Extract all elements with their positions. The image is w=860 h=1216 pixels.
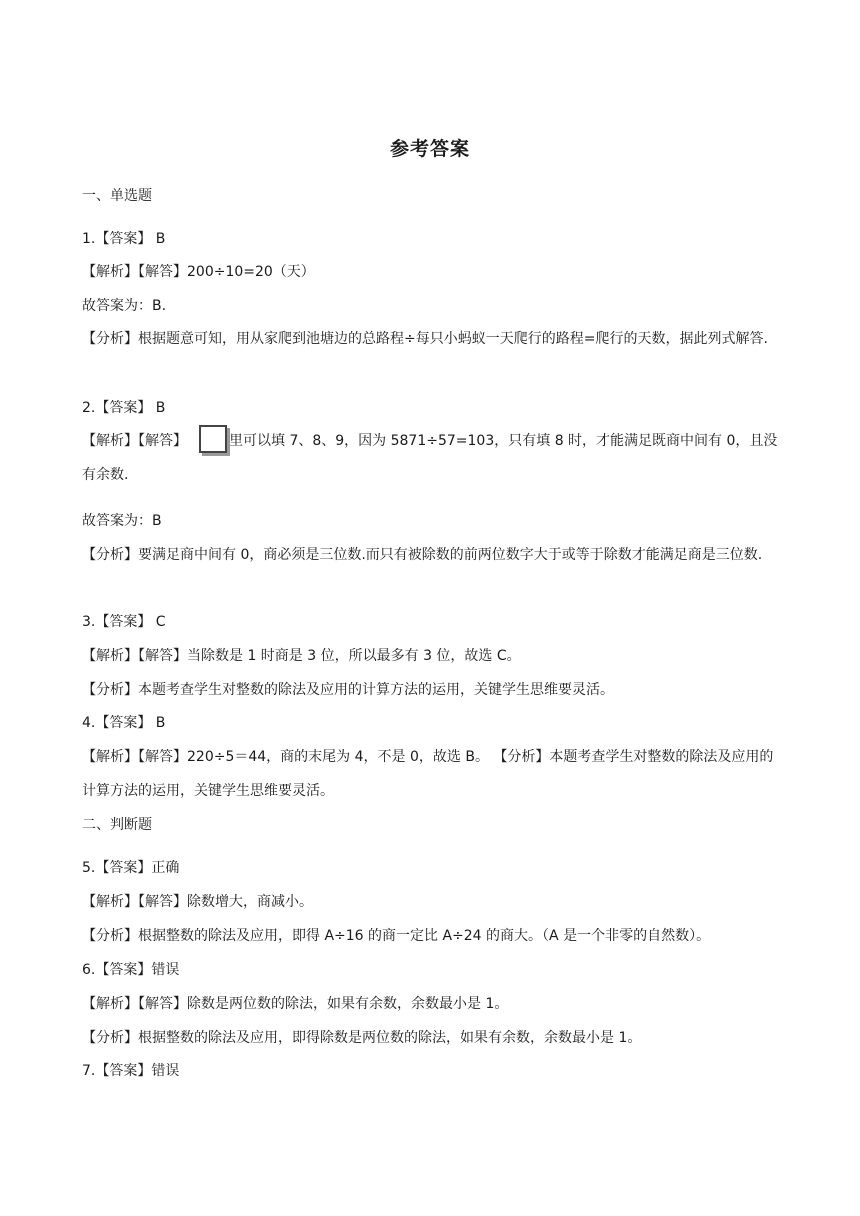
- page-title: 参考答案: [389, 138, 470, 160]
- blank-box-icon: [199, 425, 227, 453]
- section-heading-single-choice: 一、单选题: [82, 188, 152, 204]
- q1-answer: 1.【答案】 B: [82, 231, 166, 247]
- q3-answer: 3.【答案】 C: [82, 614, 166, 630]
- q5-answer: 5.【答案】正确: [82, 860, 180, 876]
- q6-answer: 6.【答案】错误: [82, 962, 180, 978]
- q2-explanation-prefix: 【解析】【解答】: [82, 433, 187, 449]
- q7-answer: 7.【答案】错误: [82, 1063, 180, 1079]
- q1-analysis: 【分析】根据题意可知，用从家爬到池塘边的总路程÷每只小蚂蚁一天爬行的路程=爬行的天数，据此列式解答.: [82, 331, 768, 347]
- q5-analysis: 【分析】根据整数的除法及应用，即得 A÷16 的商一定比 A÷24 的商大。（A 是一个非零的自然数）。: [82, 928, 711, 944]
- q2-analysis: 【分析】要满足商中间有 0，商必须是三位数.而只有被除数的前两位数字大于或等于除数才能满足商是三位数.: [82, 547, 763, 563]
- q6-explanation: 【解析】【解答】除数是两位数的除法，如果有余数，余数最小是 1。: [82, 996, 509, 1012]
- q2-answer: 2.【答案】 B: [82, 400, 166, 416]
- section-heading-true-false: 二、判断题: [82, 817, 152, 833]
- q6-analysis: 【分析】根据整数的除法及应用，即得除数是两位数的除法，如果有余数，余数最小是 1。: [82, 1030, 642, 1046]
- q2-explanation: [82, 424, 782, 492]
- q5-explanation: 【解析】【解答】除数增大，商减小。: [82, 894, 313, 910]
- q2-explanation-text: 里可以填 7、8、9，因为 5871÷57=103，只有填 8 时，才能满足既商中间有 0，且没有余数.: [82, 433, 778, 483]
- q4-answer: 4.【答案】 B: [82, 715, 166, 731]
- q3-explanation: 【解析】【解答】当除数是 1 时商是 3 位，所以最多有 3 位，故选 C。: [82, 648, 521, 664]
- q4-explanation: 【解析】【解答】220÷5＝44，商的末尾为 4，不是 0，故选 B。 【分析】本题考查学生对整数的除法及应用的计算方法的运用，关键学生思维要灵活。: [82, 749, 774, 799]
- q1-conclusion: 故答案为：B.: [82, 298, 167, 314]
- q1-explanation: 【解析】【解答】200÷10=20（天）: [82, 264, 315, 280]
- q2-conclusion: 故答案为：B: [82, 513, 162, 529]
- q3-analysis: 【分析】本题考查学生对整数的除法及应用的计算方法的运用，关键学生思维要灵活。: [82, 682, 614, 698]
